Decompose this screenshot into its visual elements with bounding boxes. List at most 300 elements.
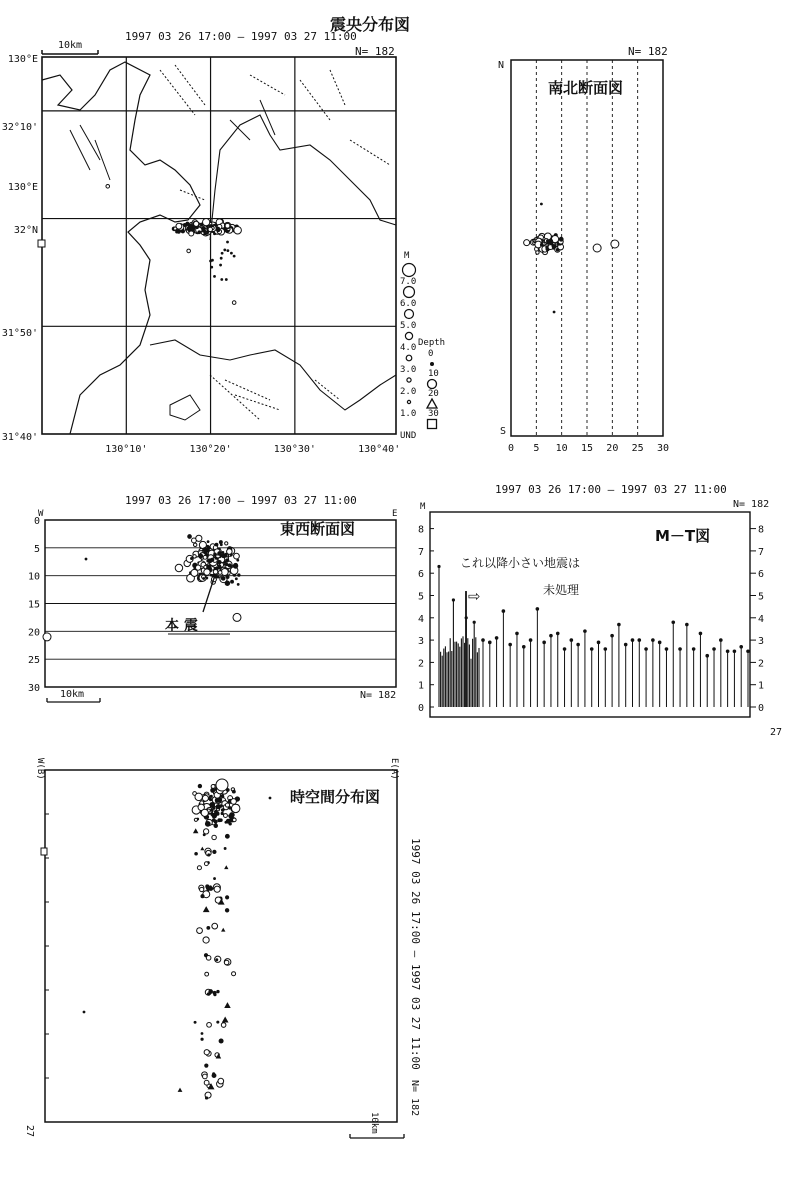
- epicenter-map-count: N= 182: [355, 45, 395, 58]
- ew-event-marker: [207, 540, 210, 543]
- space-time-event-marker: [194, 852, 198, 856]
- ns-event-marker: [540, 243, 544, 247]
- coastline: [150, 340, 396, 410]
- ns-event-marker: [553, 311, 556, 314]
- mt-right-tick-label: 1: [758, 680, 765, 692]
- mt-event-marker: [746, 649, 750, 653]
- map-y-tick-label: 32°N: [13, 225, 38, 236]
- epicenter-map-title: 震央分布図: [330, 15, 411, 34]
- epicenter-map-legend: [400, 251, 445, 441]
- mt-event-marker: [705, 654, 709, 658]
- space-time-event-marker: [200, 887, 204, 891]
- mt-event-marker: [624, 643, 628, 647]
- ew-event-marker: [233, 613, 241, 621]
- map-event-marker: [226, 249, 229, 252]
- map-event-marker: [106, 184, 110, 188]
- legend-magnitude-label: UND: [400, 431, 417, 441]
- ew-section-west-label: W: [38, 509, 44, 519]
- legend-depth-label: 10: [428, 369, 439, 379]
- map-y-tick-label: 32°10': [1, 122, 38, 133]
- ns-x-tick-label: 25: [631, 443, 644, 454]
- legend-magnitude-label: 3.0: [400, 365, 417, 375]
- space-time-event-marker: [216, 990, 219, 993]
- ew-event-marker: [215, 543, 219, 547]
- mt-arrow-icon: ⇨: [468, 583, 481, 607]
- ns-event-marker: [536, 251, 539, 254]
- legend-magnitude-label: 5.0: [400, 321, 417, 331]
- epicenter-map-axis-labels: [2, 54, 400, 455]
- map-event-marker: [232, 301, 236, 305]
- ew-event-marker: [187, 534, 192, 539]
- mt-right-tick-label: 8: [758, 524, 765, 536]
- space-time-event-marker: [198, 784, 202, 788]
- space-time-event-marker: [224, 847, 227, 850]
- space-time-panel: [24, 758, 422, 1138]
- mt-right-tick-label: 7: [758, 546, 765, 558]
- space-time-event-marker: [214, 886, 220, 892]
- space-time-event-marker: [214, 820, 218, 824]
- map-event-marker: [225, 223, 230, 228]
- space-time-event-marker: [229, 822, 232, 825]
- map-event-marker: [206, 232, 209, 235]
- ns-x-tick-label: 30: [656, 443, 670, 454]
- legend-magnitude-symbol: [404, 287, 415, 298]
- mt-event-marker: [651, 638, 655, 642]
- mt-event-marker: [542, 641, 546, 645]
- ns-event-marker: [593, 244, 601, 252]
- space-time-event-marker: [195, 793, 202, 800]
- space-time-event-marker: [213, 877, 216, 880]
- space-time-event-marker: [178, 1088, 183, 1092]
- ns-x-tick-label: 0: [507, 443, 515, 454]
- ns-event-marker: [556, 248, 560, 252]
- space-time-west-label: W(B): [35, 758, 45, 780]
- mt-event-marker: [556, 632, 560, 636]
- space-time-event-marker: [216, 1021, 219, 1024]
- space-time-event-marker: [212, 1073, 217, 1078]
- epicenter-map-scale-label: 10km: [58, 40, 83, 51]
- ew-event-marker: [43, 633, 51, 641]
- map-y-tick-label: 31°50': [1, 328, 38, 339]
- mt-event-marker: [515, 632, 519, 636]
- map-event-marker: [210, 266, 213, 269]
- legend-depth-symbol: [430, 362, 434, 366]
- ew-section-grid: [28, 516, 396, 694]
- space-time-event-marker: [221, 812, 224, 815]
- legend-magnitude-symbol: [407, 378, 411, 382]
- space-time-event-marker: [214, 824, 218, 828]
- ns-section-title: 南北断面図: [548, 79, 624, 97]
- mt-event-marker: [658, 641, 662, 645]
- space-time-event-marker: [202, 795, 208, 801]
- mt-event-marker: [583, 629, 587, 633]
- map-event-marker: [219, 264, 222, 267]
- mt-event-marker: [549, 634, 553, 638]
- ew-event-marker: [233, 563, 238, 568]
- ew-section-date-range: 1997 03 26 17:00 — 1997 03 27 11:00: [125, 494, 357, 507]
- space-time-event-marker: [233, 818, 237, 822]
- mt-left-tick-label: 1: [417, 680, 424, 692]
- mt-event-marker: [644, 647, 648, 651]
- mt-event-marker: [590, 647, 594, 651]
- mt-event-marker: [733, 649, 737, 653]
- space-time-event-marker: [205, 972, 209, 976]
- ew-event-marker: [225, 560, 228, 563]
- space-time-event-marker: [224, 865, 228, 869]
- space-time-event-marker: [207, 1022, 212, 1027]
- map-x-tick-label: 130°10': [105, 444, 148, 455]
- ew-section-panel: [28, 494, 397, 702]
- map-x-tick-label: 130°20': [189, 444, 232, 455]
- mt-event-marker: [529, 638, 533, 642]
- space-time-event-marker: [200, 847, 204, 851]
- active-fault-traces: [160, 65, 390, 420]
- map-event-marker: [225, 278, 228, 281]
- map-event-marker: [230, 252, 233, 255]
- mt-event-marker: [678, 647, 682, 651]
- space-time-event-marker: [218, 1078, 224, 1084]
- mt-left-tick-label: 3: [417, 636, 424, 648]
- mt-event-marker: [604, 647, 608, 651]
- mt-left-tick-label: 6: [417, 569, 424, 581]
- ew-event-marker: [198, 553, 203, 558]
- ew-event-marker: [210, 558, 214, 562]
- space-time-event-marker: [225, 834, 230, 839]
- map-event-marker: [211, 259, 214, 262]
- map-event-marker: [220, 278, 223, 281]
- ew-y-tick-label: 5: [33, 543, 40, 555]
- space-time-event-marker: [217, 818, 221, 822]
- mt-diagram-bars: [437, 565, 749, 707]
- space-time-event-marker: [231, 799, 237, 805]
- mt-right-tick-label: 5: [758, 591, 765, 603]
- map-event-marker: [208, 227, 212, 231]
- mt-diagram-panel: [418, 483, 782, 738]
- legend-magnitude-label: 2.0: [400, 387, 417, 397]
- ew-event-marker: [224, 553, 228, 557]
- map-event-marker: [197, 230, 201, 234]
- ew-event-marker: [230, 554, 233, 557]
- map-y-tick-label: 31°40': [1, 432, 38, 443]
- mt-diagram-date-range: 1997 03 26 17:00 — 1997 03 27 11:00: [495, 483, 727, 496]
- map-event-marker: [193, 225, 196, 228]
- ns-section-panel: [498, 45, 669, 454]
- space-time-count: N= 182: [409, 1080, 420, 1117]
- ns-x-tick-label: 20: [606, 443, 619, 454]
- space-time-event-marker: [221, 928, 225, 932]
- ew-event-marker: [221, 576, 226, 581]
- space-time-frame: [45, 770, 397, 1122]
- space-time-event-marker: [213, 807, 216, 810]
- ew-event-marker: [218, 564, 221, 567]
- space-time-event-marker: [203, 829, 208, 834]
- legend-magnitude-symbol: [405, 310, 414, 319]
- space-time-event-marker: [204, 1080, 209, 1085]
- space-time-end-label: 27: [24, 1125, 35, 1138]
- mt-event-marker: [671, 620, 675, 624]
- space-time-event-marker: [232, 804, 240, 812]
- ns-x-tick-label: 10: [555, 443, 568, 454]
- space-time-event-marker: [193, 828, 199, 833]
- space-time-event-marker: [269, 797, 272, 800]
- ew-event-marker: [196, 535, 202, 541]
- ew-event-marker: [225, 563, 228, 566]
- mt-event-marker: [719, 638, 723, 642]
- space-time-event-marker: [225, 803, 229, 807]
- space-time-date-range: 1997 03 26 17:00 — 1997 03 27 11:00: [409, 838, 422, 1070]
- ns-section-grid: [508, 60, 669, 454]
- ns-event-marker: [540, 203, 543, 206]
- space-time-event-marker: [194, 818, 197, 821]
- map-event-marker: [223, 249, 226, 252]
- map-x-tick-label: 130°40': [358, 444, 401, 455]
- legend-magnitude-label: 6.0: [400, 299, 417, 309]
- space-time-event-marker: [203, 1074, 208, 1079]
- space-time-event-marker: [205, 821, 211, 827]
- space-time-edge-marker: [41, 848, 47, 855]
- mt-right-tick-label: 2: [758, 658, 765, 670]
- space-time-event-marker: [219, 1039, 224, 1044]
- mt-event-marker: [522, 645, 526, 649]
- space-time-event-marker: [203, 937, 209, 943]
- mt-event-marker: [452, 598, 455, 601]
- ew-event-marker: [217, 560, 221, 564]
- ns-section-north-label: N: [498, 60, 505, 71]
- space-time-event-marker: [207, 992, 210, 995]
- ew-event-marker: [227, 549, 233, 555]
- space-time-event-marker: [232, 790, 236, 794]
- space-time-event-marker: [197, 866, 201, 870]
- ew-event-marker: [202, 577, 205, 580]
- legend-depth-label: 20: [428, 389, 439, 399]
- legend-magnitude-label: 1.0: [400, 409, 417, 419]
- mt-left-tick-label: 2: [417, 658, 424, 670]
- map-y-tick-label: 130°E: [7, 54, 38, 65]
- mt-left-tick-label: 8: [417, 524, 424, 536]
- legend-magnitude-symbol: [405, 332, 412, 339]
- space-time-event-marker: [203, 906, 210, 912]
- epicenter-map-date-range: 1997 03 26 17:00 — 1997 03 27 11:00: [125, 30, 357, 43]
- mt-left-tick-label: 0: [417, 703, 424, 714]
- mt-event-marker: [495, 636, 499, 640]
- mt-diagram-count: N= 182: [733, 499, 770, 510]
- space-time-event-marker: [204, 1050, 209, 1055]
- epicenter-map-panel: [2, 15, 445, 455]
- space-time-event-marker: [206, 956, 211, 961]
- mt-right-tick-label: 3: [758, 636, 765, 648]
- ns-section-events: [524, 203, 619, 314]
- space-time-event-marker: [210, 788, 215, 793]
- ew-event-marker: [230, 580, 234, 584]
- epicenter-map-frame: [42, 57, 396, 434]
- space-time-event-marker: [206, 926, 210, 930]
- space-time-event-marker: [83, 1011, 86, 1014]
- space-time-event-marker: [212, 835, 216, 839]
- ew-y-tick-label: 0: [33, 516, 40, 527]
- mt-event-marker: [502, 609, 506, 613]
- map-event-marker: [217, 227, 220, 230]
- coastline: [210, 115, 396, 240]
- ew-y-tick-label: 15: [27, 599, 40, 611]
- mt-event-marker: [685, 623, 689, 627]
- space-time-event-marker: [214, 810, 218, 814]
- ew-y-tick-label: 10: [27, 571, 40, 583]
- ew-event-marker: [193, 543, 196, 546]
- ew-event-marker: [237, 583, 240, 586]
- ew-event-marker: [234, 553, 240, 559]
- mt-event-marker: [739, 645, 743, 649]
- space-time-event-marker: [229, 815, 232, 818]
- space-time-event-marker: [212, 850, 216, 854]
- ns-event-marker: [524, 240, 530, 246]
- ew-event-marker: [218, 571, 222, 575]
- legend-magnitude-symbol: [406, 355, 412, 361]
- mt-event-marker: [508, 643, 512, 647]
- mt-event-marker: [692, 647, 696, 651]
- legend-magnitude-symbol: [407, 400, 410, 403]
- space-time-event-marker: [212, 923, 218, 929]
- map-event-marker: [220, 257, 223, 260]
- ew-event-marker: [235, 577, 238, 580]
- space-time-event-marker: [205, 1096, 208, 1099]
- mt-event-marker: [610, 634, 614, 638]
- coastline: [42, 62, 200, 434]
- space-time-event-marker: [225, 895, 229, 899]
- mt-right-tick-label: 0: [758, 703, 765, 714]
- space-time-events: [83, 779, 272, 1100]
- map-event-marker: [234, 226, 242, 234]
- ew-event-marker: [213, 553, 217, 557]
- space-time-title: 時空間分布図: [290, 788, 381, 806]
- ew-event-marker: [202, 547, 207, 552]
- legend-depth-symbol: [427, 399, 437, 408]
- legend-depth-label: 30: [428, 409, 439, 419]
- space-time-event-marker: [207, 889, 210, 892]
- mt-event-marker: [536, 607, 540, 611]
- legend-magnitude-label: 4.0: [400, 343, 417, 353]
- space-time-event-marker: [213, 993, 216, 996]
- legend-depth-title: Depth: [418, 338, 446, 348]
- map-event-marker: [196, 226, 199, 229]
- mt-event-marker: [665, 647, 669, 651]
- map-edge-marker: [38, 240, 45, 247]
- mt-left-tick-label: 5: [417, 591, 424, 603]
- ew-y-tick-label: 30: [27, 683, 40, 694]
- map-event-marker: [189, 225, 192, 228]
- ns-event-marker: [559, 237, 564, 242]
- space-time-event-marker: [215, 958, 218, 961]
- ew-section-east-label: E: [392, 509, 398, 519]
- map-event-marker: [183, 223, 187, 227]
- legend-depth-symbol: [428, 420, 437, 429]
- space-time-event-marker: [225, 908, 229, 912]
- space-time-event-marker: [204, 862, 208, 866]
- ns-event-marker: [611, 240, 619, 248]
- ew-y-tick-label: 20: [27, 627, 40, 639]
- mt-event-marker: [637, 638, 641, 642]
- ns-section-south-label: S: [500, 426, 507, 437]
- mt-event-marker: [570, 638, 574, 642]
- map-event-marker: [189, 231, 194, 236]
- ew-section-scale-label: 10km: [60, 689, 85, 700]
- ew-event-marker: [175, 564, 182, 571]
- space-time-event-marker: [224, 960, 229, 965]
- space-time-event-marker: [221, 1023, 226, 1028]
- ew-event-marker: [204, 569, 210, 575]
- mt-diagram-x-end-label: 27: [770, 727, 783, 738]
- mt-event-marker: [576, 643, 580, 647]
- ew-event-marker: [190, 557, 193, 560]
- mt-diagram-ylabel: M: [420, 502, 426, 512]
- ew-event-marker: [225, 581, 230, 586]
- map-x-tick-label: 130°30': [273, 444, 316, 455]
- mt-event-marker: [631, 638, 635, 642]
- space-time-east-label: E(A): [389, 758, 399, 780]
- map-y-tick-label: 130°E: [7, 182, 38, 193]
- ew-section-count: N= 182: [360, 690, 397, 701]
- mt-event-marker: [597, 641, 601, 645]
- legend-magnitude-title: M: [404, 251, 410, 261]
- ew-event-marker: [213, 570, 218, 575]
- mt-event-marker: [488, 641, 492, 645]
- mt-annotation-unprocessed: 未処理: [543, 583, 580, 597]
- mt-event-marker: [726, 649, 730, 653]
- ew-event-marker: [196, 565, 201, 570]
- ns-x-tick-label: 5: [533, 443, 540, 454]
- ns-x-tick-label: 15: [580, 443, 594, 454]
- ns-section-count: N= 182: [628, 45, 668, 58]
- map-event-marker: [221, 252, 224, 255]
- space-time-event-marker: [224, 1002, 231, 1008]
- ew-event-marker: [217, 551, 222, 556]
- mt-left-tick-label: 7: [417, 546, 424, 558]
- legend-magnitude-symbol: [403, 264, 416, 277]
- mt-event-marker: [437, 565, 440, 568]
- space-time-event-marker: [194, 1021, 197, 1024]
- mt-event-marker: [481, 638, 485, 642]
- mt-diagram-title: M－T図: [655, 527, 711, 545]
- map-event-marker: [203, 219, 210, 226]
- space-time-event-marker: [201, 1032, 204, 1035]
- mt-event-marker: [563, 647, 567, 651]
- ew-event-marker: [237, 573, 240, 576]
- epicenter-map-grid: [42, 57, 396, 434]
- space-time-event-marker: [232, 972, 236, 976]
- mt-annotation-later-small-quakes: これ以降小さい地震は: [460, 556, 581, 570]
- space-time-event-marker: [201, 809, 208, 816]
- legend-depth-label: 0: [428, 349, 434, 359]
- space-time-event-marker: [214, 815, 217, 818]
- mt-event-marker: [473, 621, 476, 624]
- ew-event-marker: [206, 565, 211, 570]
- map-event-marker: [202, 229, 206, 233]
- space-time-scale-bar: [350, 1134, 404, 1138]
- mt-right-tick-label: 4: [758, 613, 765, 625]
- ew-event-marker: [193, 555, 196, 558]
- space-time-event-marker: [219, 804, 222, 807]
- ew-event-marker: [225, 542, 228, 545]
- map-event-marker: [226, 241, 229, 244]
- space-time-event-marker: [216, 779, 228, 791]
- map-event-marker: [175, 229, 178, 232]
- space-time-event-marker: [200, 1038, 203, 1041]
- space-time-event-marker: [204, 1064, 208, 1068]
- legend-magnitude-label: 7.0: [400, 277, 417, 287]
- mt-event-marker: [617, 623, 621, 627]
- island-outline: [170, 395, 200, 420]
- space-time-event-marker: [207, 853, 210, 856]
- mt-left-tick-label: 4: [417, 613, 424, 625]
